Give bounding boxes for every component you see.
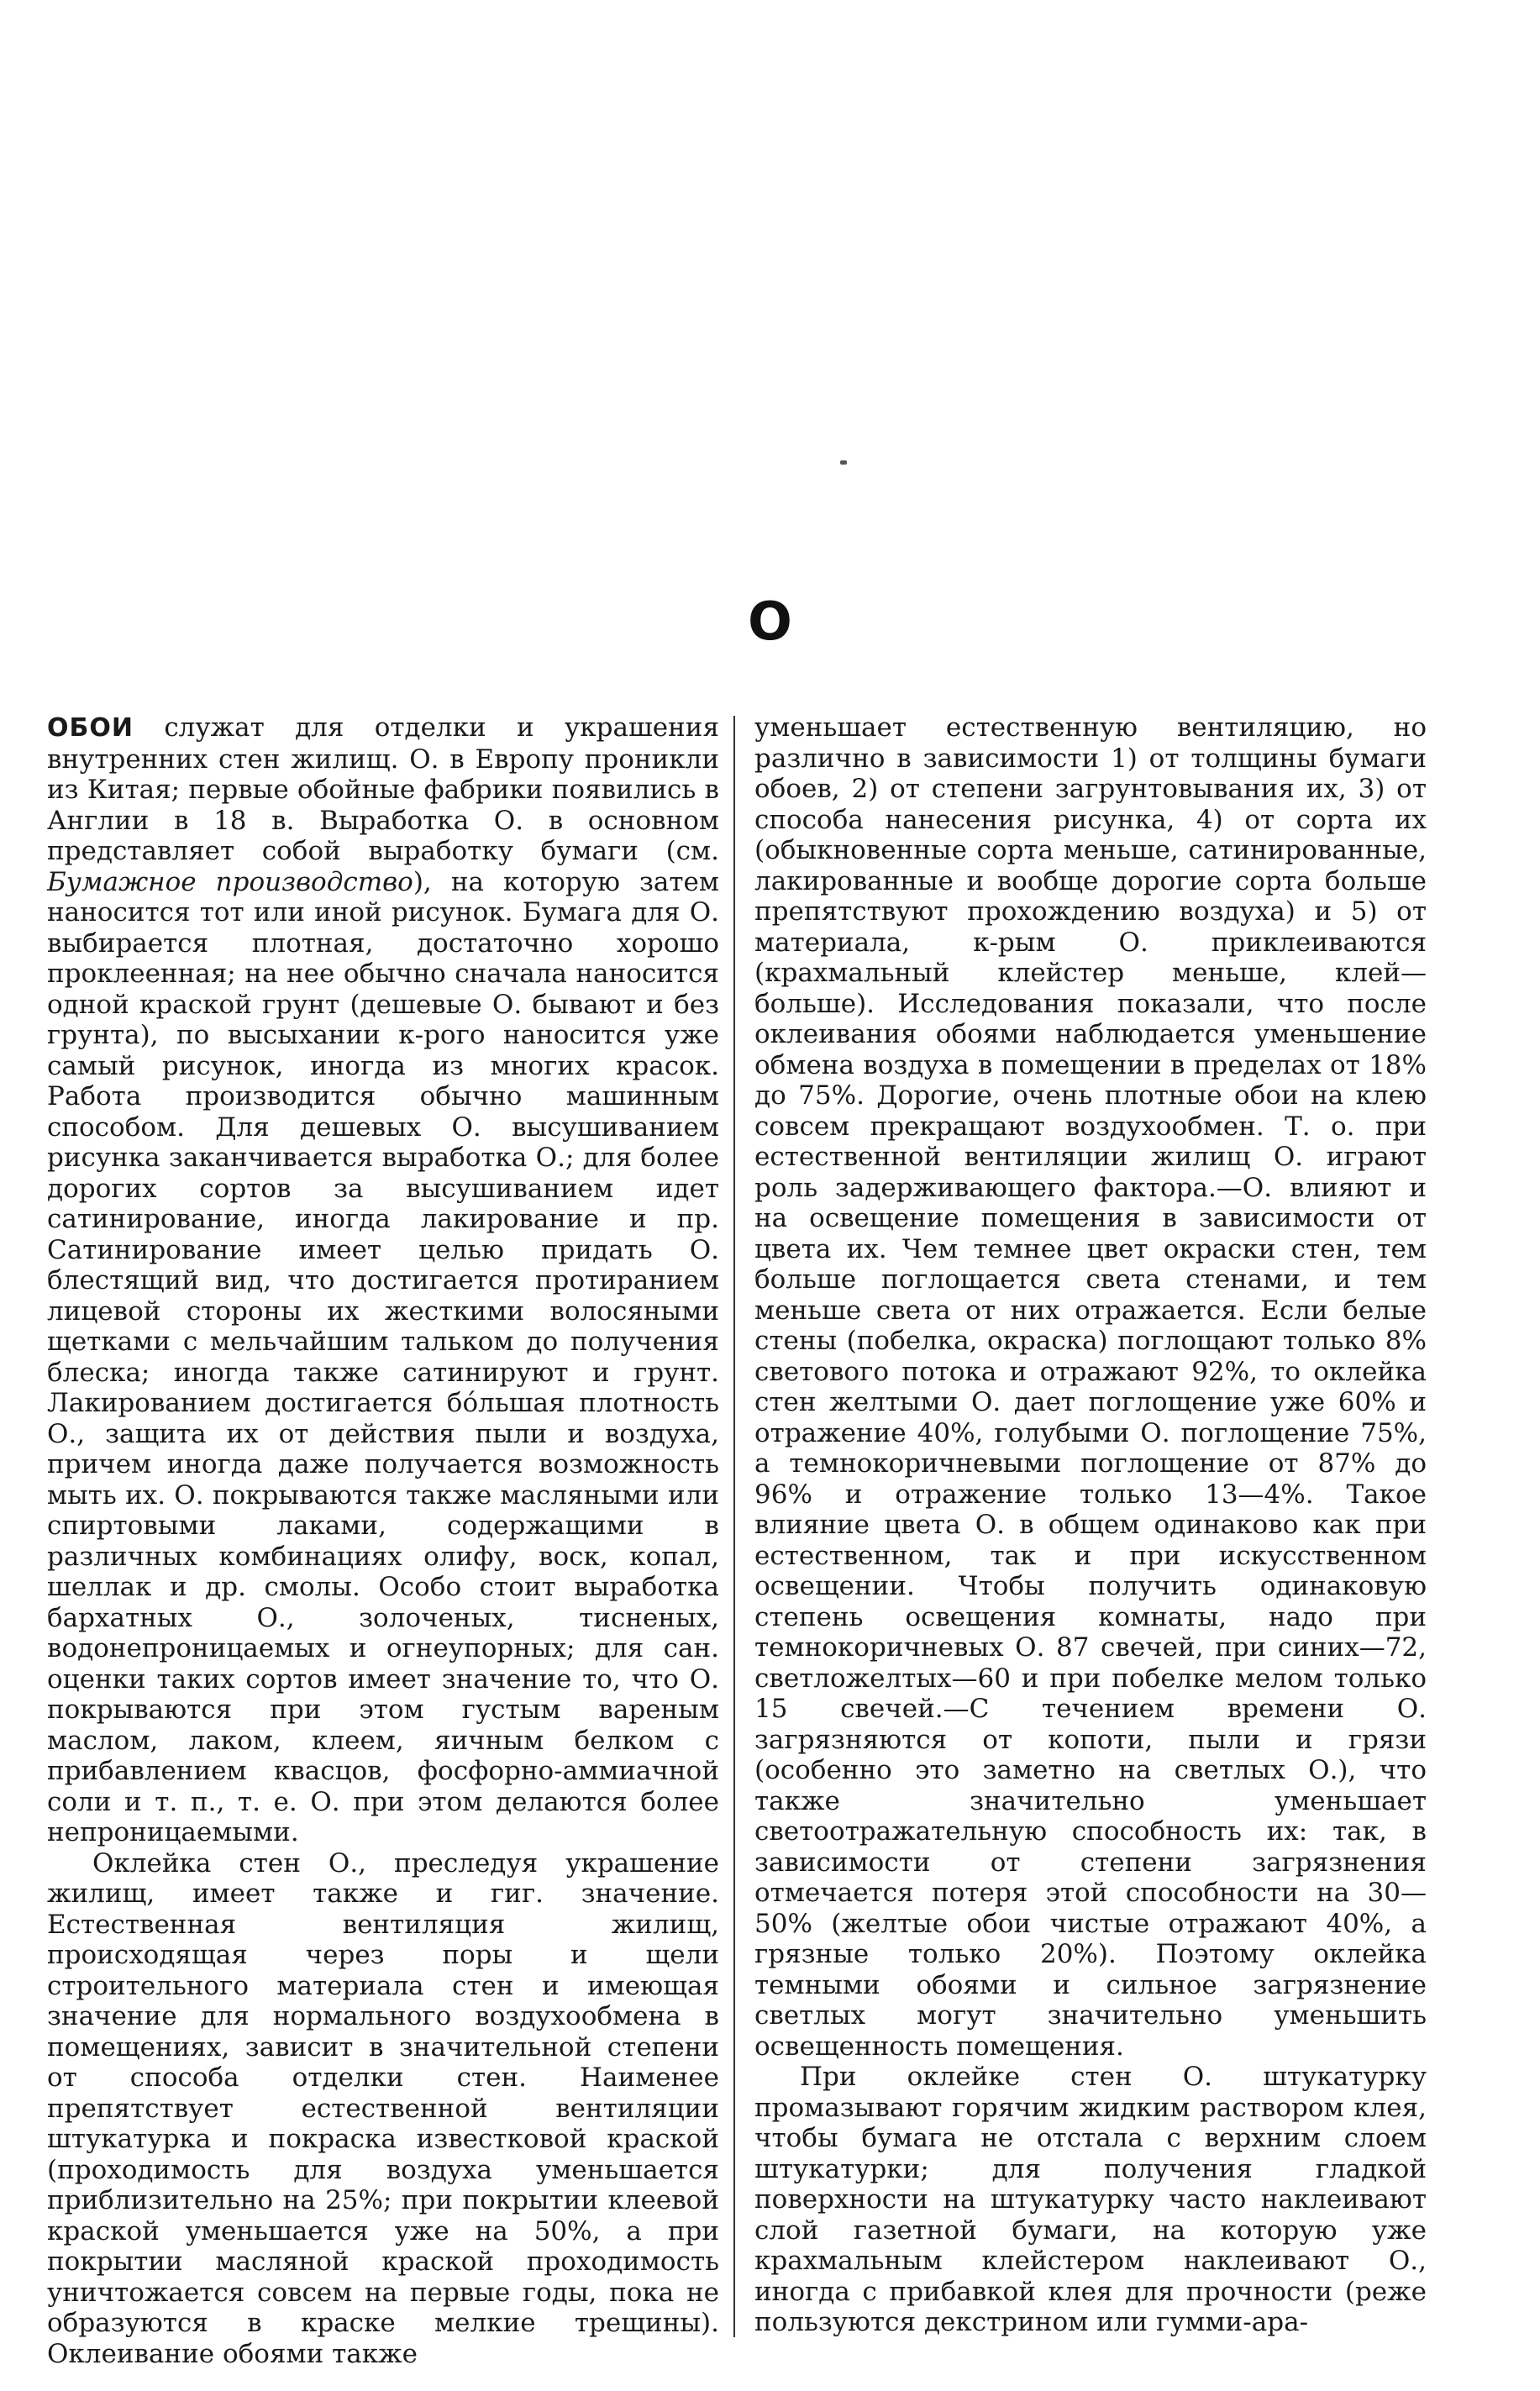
right-column (754, 712, 1427, 2338)
letter-section-heading: О (748, 591, 792, 652)
left-column (47, 712, 719, 2369)
printed-dot-mark (840, 460, 847, 465)
article-paragraph-1 (47, 712, 719, 1848)
article-paragraph-3: уменьшает естественную вентиляцию, но различно в зависимости 1) от толщины бумаги обоев, 2) от степени загрунтовывания их, 3) от способа нанесения рисунка, 4) от сорта их (обыкновенные сорта меньше, сатинированные, лакированные и вообще дорогие сорта больше препятствуют прохождению воздуха) и 5) от материала, к-рым О. приклеиваются (крахмальный клейстер меньше, клей—больше). Исследования показали, что после оклеивания обоями наблюдается уменьшение обмена воздуха в помещении в пределах от 18% до 75%. Дорогие, очень плотные обои на клею совсем прекращают воздухообмен. Т. о. при естественной вентиляции жилищ О. играют роль задерживающего фактора.—О. влияют и на освещение помещения в зависимости от цвета их. Чем темнее цвет окраски стен, тем больше поглощается света стенами, и тем меньше света от них отражается. Если белые стены (побелка, окраска) поглощают только 8% светового потока и отражают 92%, то оклейка стен желтыми О. дает поглощение уже 60% и отражение 40%, голубыми О. поглощение 75%, а темнокоричневыми поглощение от 87% до 96% и отражение только 13—4%. Такое влияние цвета О. в общем одинаково как при естественном, так и при искусственном освещении. Чтобы получить одинаковую степень освещения комнаты, надо при темнокоричневых О. 87 свечей, при синих—72, светложелтых—60 и при побелке мелом только 15 свечей.—С течением времени О. загрязняются от копоти, пыли и грязи (особенно это заметно на светлых О.), что также значительно уменьшает светоотражательную способность их: так, в зависимости от степени загрязнения отмечается потеря этой способности на 30—50% (желтые обои чистые отражают 40%, а грязные только 20%). Поэтому оклейка темными обоями и сильное загрязнение светлых могут значительно уменьшить освещенность помещения. (754, 712, 1427, 2062)
article-headword: ОБОИ (47, 713, 134, 743)
article-paragraph-4: При оклейке стен О. штукатурку промазывают горячим жидким раствором клея, чтобы бумага не отстала с верхним слоем штукатурки; для получения гладкой поверхности на штукатурку часто наклеивают слой газетной бумаги, на которую уже крахмальным клейстером наклеивают О., иногда с прибавкой клея для прочности (реже пользуются декстрином или гумми-ара- (754, 2062, 1427, 2337)
column-divider (733, 716, 735, 2337)
article-paragraph-1-text: служат для отделки и украшения внутренних стен жилищ. О. в Европу проникли из Китая; первые обойные фабрики появились в Англии в 18 в. Выработка О. в основном представляет собой выработку бумаги (см. (47, 712, 719, 866)
article-paragraph-1-rest: ), на которую затем наносится тот или иной рисунок. Бумага для О. выбирается плотная, достаточно хорошо проклеенная; на нее обычно сначала наносится одной краской грунт (дешевые О. бывают и без грунта), по высыхании к-рого наносится уже самый рисунок, иногда из многих красок. Работа производится обычно машинным способом. Для дешевых О. высушиванием рисунка заканчивается выработка О.; для более дорогих сортов за высушиванием идет сатинирование, иногда лакирование и пр. Сатинирование имеет целью придать О. блестящий вид, что достигается протиранием лицевой стороны их жесткими волосяными щетками с мельчайшим тальком до получения блеска; иногда также сатинируют и грунт. Лакированием достигается бо́льшая плотность О., защита их от действия пыли и воздуха, причем иногда даже получается возможность мыть их. О. покрываются также масляными или спиртовыми лаками, содержащими в различных комбинациях олифу, воск, копал, шеллак и др. смолы. Особо стоит выработка бархатных О., золоченых, тисненых, водонепроницаемых и огнеупорных; для сан. оценки таких сортов имеет значение то, что О. покрываются при этом густым вареным маслом, лаком, клеем, яичным белком с прибавлением квасцов, фосфорно-аммиачной соли и т. п., т. е. О. при этом делаются более непроницаемыми. (47, 866, 719, 1847)
cross-reference-link: Бумажное производство (47, 866, 413, 897)
article-paragraph-2: Оклейка стен О., преследуя украшение жилищ, имеет также и гиг. значение. Естественная вентиляция жилищ, происходящая через поры и щели строительного материала стен и имеющая значение для нормального воздухообмена в помещениях, зависит в значительной степени от способа отделки стен. Наименее препятствует естественной вентиляции штукатурка и покраска известковой краской (проходимость для воздуха уменьшается приблизительно на 25%; при покрытии клеевой краской уменьшается уже на 50%, а при покрытии масляной краской проходимость уничтожается совсем на первые годы, пока не образуются в краске мелкие трещины). Оклеивание обоями также (47, 1847, 719, 2369)
